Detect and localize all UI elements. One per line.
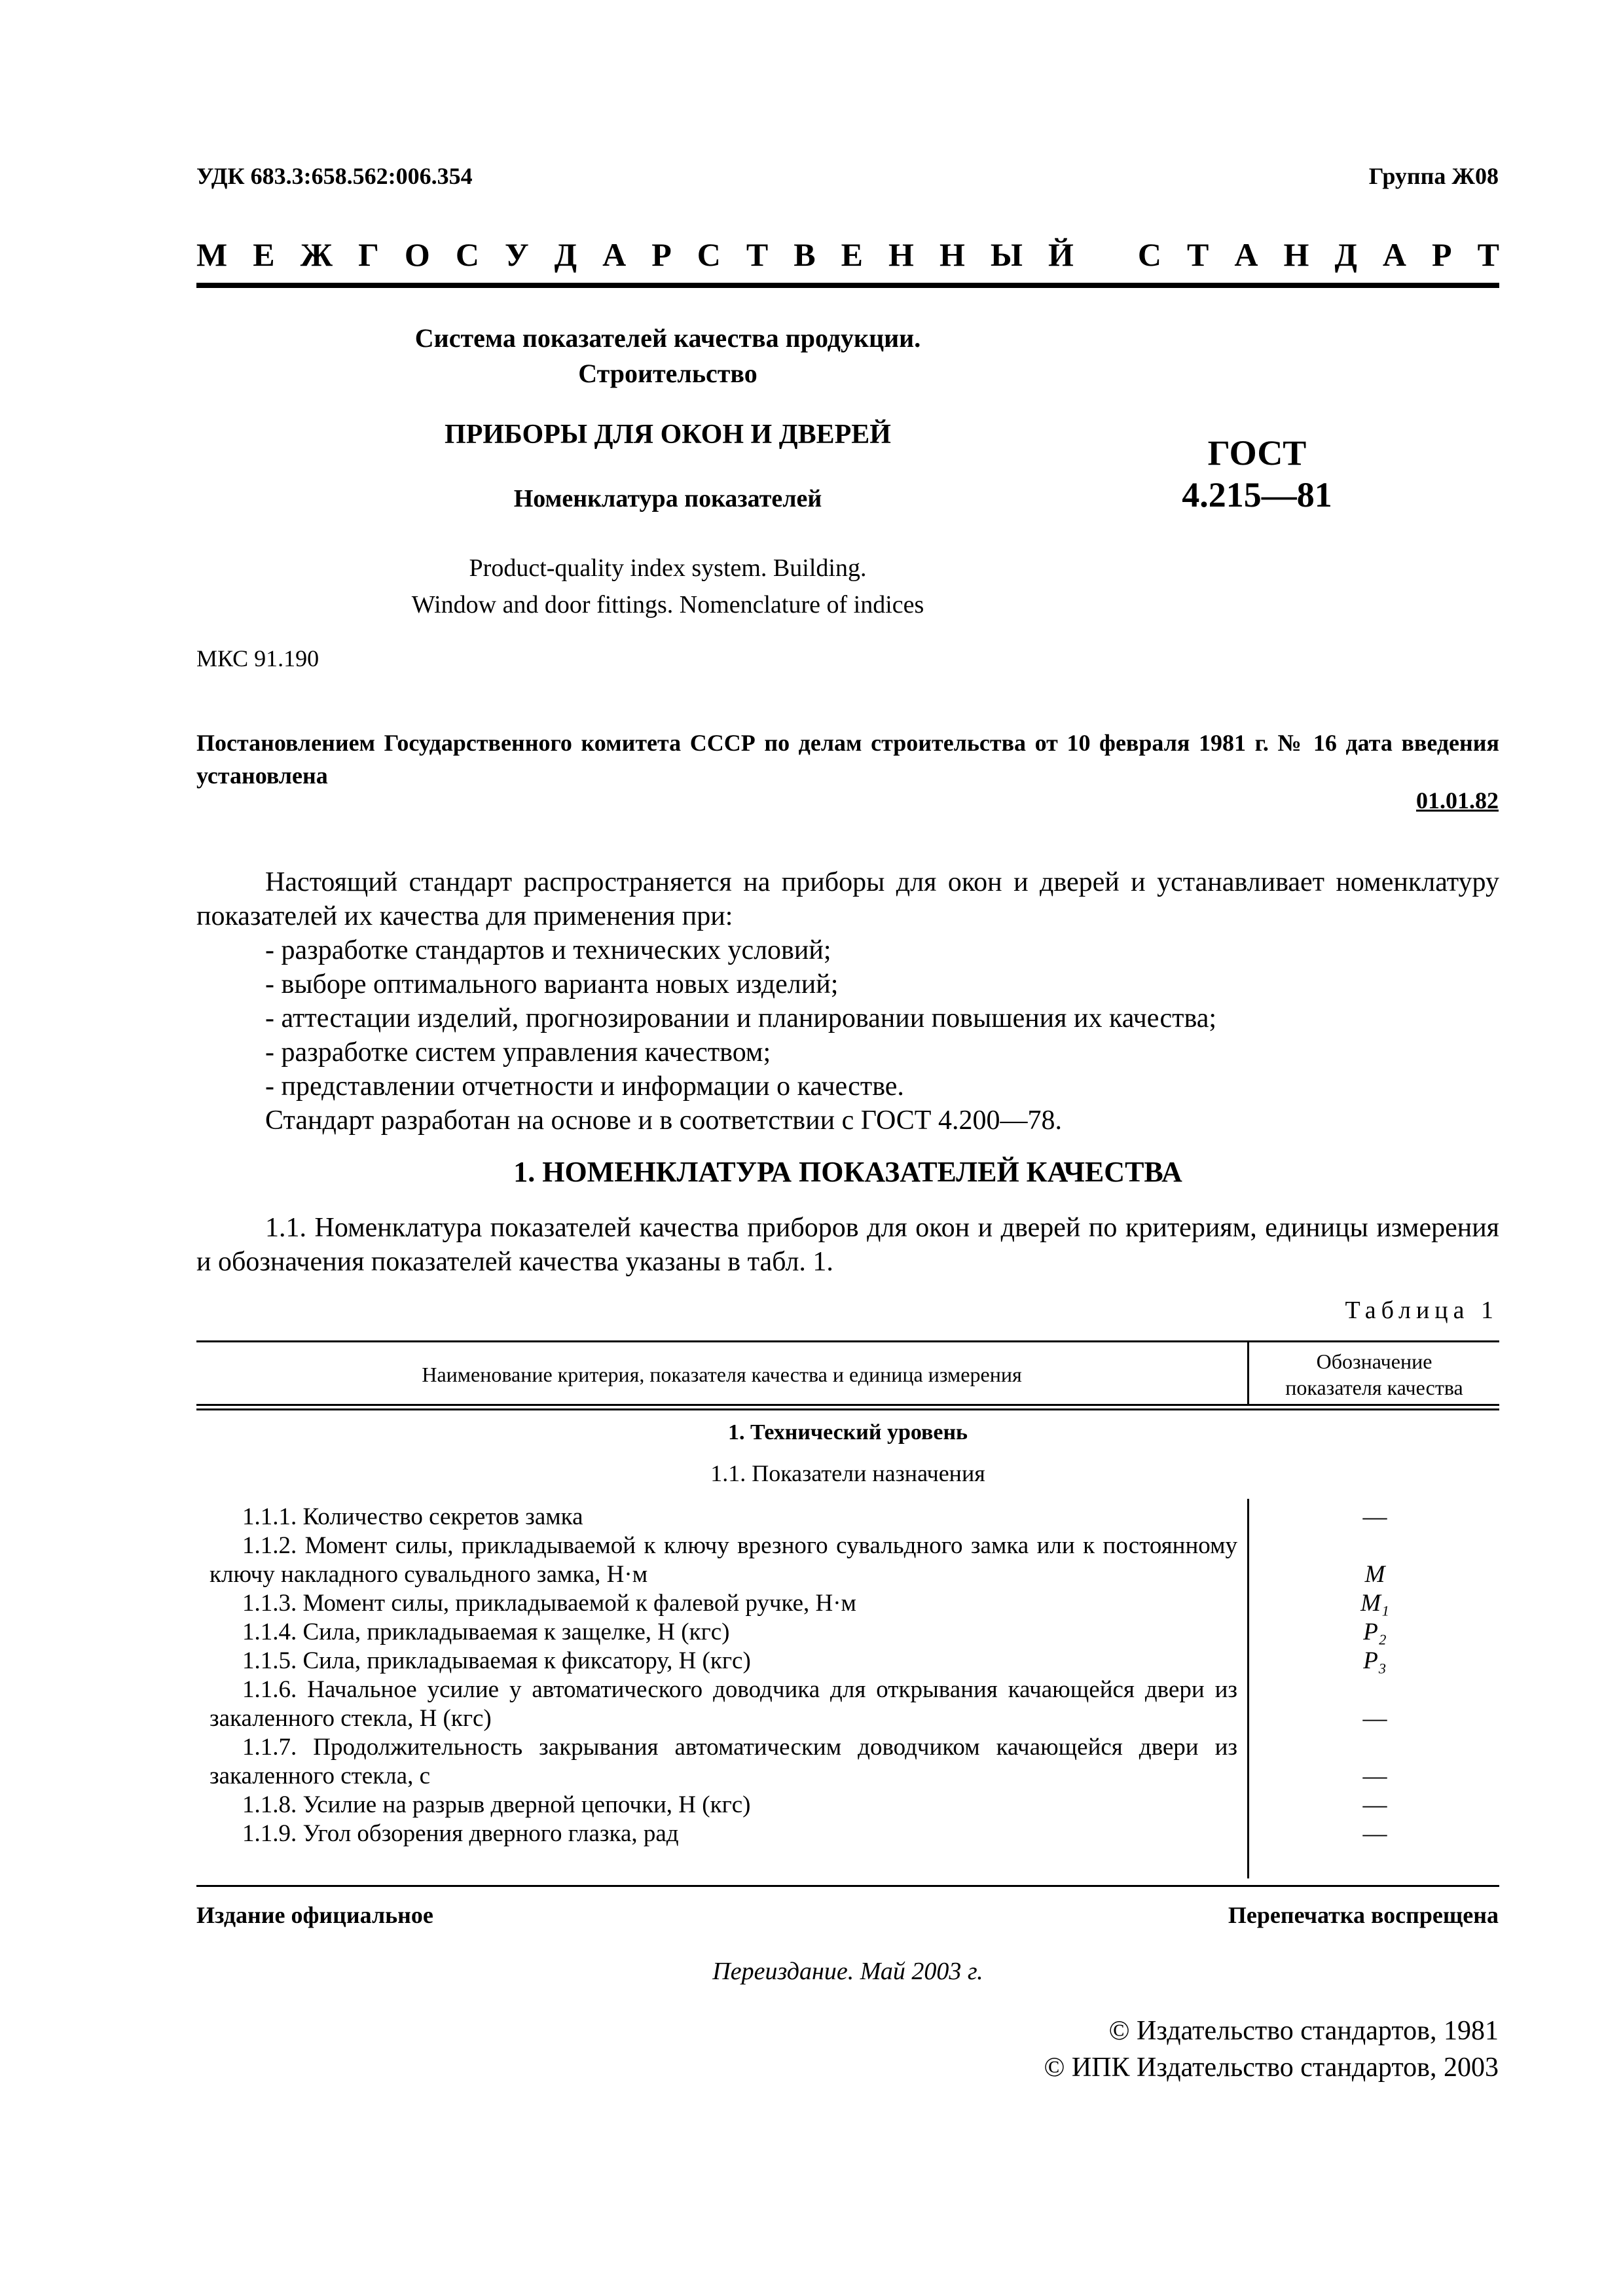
banner-letter: Н (1283, 236, 1309, 273)
table-row: 1.1.3. Момент силы, прикладываемой к фалевой ручке, Н·м (242, 1590, 856, 1617)
standard-banner (196, 236, 1499, 274)
table-row: 1.1.1. Количество секретов замка (242, 1503, 583, 1530)
effective-date: 01.01.82 (1416, 787, 1499, 814)
table-symbol: P₃ (1363, 1647, 1387, 1674)
table-header-symbol-line1: Обозначение (1316, 1350, 1432, 1373)
banner-letter: У (504, 236, 529, 273)
intro-item: - представлении отчетности и информации о качестве. (265, 1071, 904, 1102)
banner-letter: М (196, 236, 228, 273)
banner-letter: Т (1187, 236, 1209, 273)
intro-item: - выборе оптимального варианта новых изделий; (265, 969, 839, 999)
table-header-rule-1 (196, 1404, 1499, 1406)
mks-code: МКС 91.190 (196, 645, 319, 672)
banner-letter: Р (651, 236, 672, 273)
table-row: 1.1.4. Сила, прикладываемая к защелке, Н (кгс) (242, 1619, 730, 1645)
gost-code: 4.215—81 (1182, 475, 1332, 514)
group-code: Группа Ж08 (1368, 163, 1499, 189)
gost-label: ГОСТ (1207, 433, 1307, 473)
table-group-title: 1. Технический уровень (727, 1420, 968, 1444)
table-header-symbol (1249, 1345, 1499, 1404)
intro-item: - разработке стандартов и технических условий; (265, 935, 831, 965)
table-symbol: P₂ (1363, 1619, 1387, 1645)
sub-title: Номенклатура показателей (513, 485, 822, 512)
system-title (308, 321, 1028, 391)
banner-letter: С (697, 236, 721, 273)
intro-paragraph: Настоящий стандарт распространяется на приборы для окон и дверей и устанавливает номенклатуру показателей их качества для применения при: (196, 867, 1499, 931)
banner-letter: Н (888, 236, 914, 273)
table-rows (210, 1503, 1237, 1848)
banner-letter: Ы (990, 236, 1023, 273)
intro-item: - разработке систем управления качеством; (265, 1037, 771, 1067)
official-edition: Издание официальное (196, 1902, 433, 1928)
banner-letter: Д (554, 236, 577, 273)
copyright-block (1044, 2013, 1499, 2086)
table-body-divider (1247, 1499, 1249, 1878)
banner-letter: Ж (300, 236, 333, 273)
main-title: ПРИБОРЫ ДЛЯ ОКОН И ДВЕРЕЙ (445, 420, 891, 450)
intro-section (196, 865, 1499, 1138)
banner-letter: Р (1432, 236, 1452, 273)
table-symbol: — (1362, 1503, 1387, 1530)
english-title-line1: Product-quality index system. Building. (469, 554, 867, 582)
table-caption: Таблица 1 (1345, 1297, 1499, 1324)
table-row: 1.1.6. Начальное усилие у автоматического доводчика для открывания качающейся двери из закаленного стекла, Н (кгс) (210, 1676, 1237, 1732)
table-header-symbol-line2: показателя качества (1285, 1376, 1463, 1399)
banner-letter: Т (746, 236, 769, 273)
table-top-rule (196, 1340, 1499, 1342)
banner-letter: С (1137, 236, 1162, 273)
banner-rule (196, 283, 1499, 288)
banner-letter: Е (841, 236, 863, 273)
table-header-name: Наименование критерия, показателя качества и единица измерения (422, 1362, 1022, 1386)
english-title (308, 550, 1028, 623)
table-row: 1.1.8. Усилие на разрыв дверной цепочки, Н (кгс) (242, 1791, 751, 1818)
gost-number (1165, 432, 1349, 516)
table-row: 1.1.7. Продолжительность закрывания автоматическим доводчиком качающейся двери из закаленного стекла, с (210, 1734, 1237, 1789)
table-symbol: — (1362, 1791, 1387, 1818)
table-row: 1.1.5. Сила, прикладываемая к фиксатору, Н (кгс) (242, 1647, 751, 1674)
table-symbol: M (1364, 1561, 1385, 1588)
section-title: 1. НОМЕНКЛАТУРА ПОКАЗАТЕЛЕЙ КАЧЕСТВА (513, 1156, 1182, 1188)
system-title-line1: Система показателей качества продукции. (414, 323, 921, 353)
reissue-note: Переиздание. Май 2003 г. (712, 1958, 983, 1985)
table-bottom-rule (196, 1885, 1499, 1887)
banner-letter: С (455, 236, 479, 273)
section-paragraph: 1.1. Номенклатура показателей качества приборов для окон и дверей по критериям, единицы измерения и обозначения показателей качества указаны в табл. 1. (196, 1213, 1499, 1277)
banner-letter: А (1382, 236, 1406, 273)
banner-letter: Т (1477, 236, 1499, 273)
udk-code: УДК 683.3:658.562:006.354 (196, 163, 473, 189)
table-header-divider (1247, 1340, 1249, 1404)
table-subgroup-title: 1.1. Показатели назначения (710, 1460, 985, 1486)
banner-letter: Е (253, 236, 275, 273)
table-symbol: M₁ (1360, 1590, 1389, 1617)
intro-item: - аттестации изделий, прогнозировании и планировании повышения их качества; (265, 1003, 1217, 1033)
table-symbols (1250, 1503, 1499, 1848)
table-symbol: — (1362, 1763, 1387, 1789)
banner-letter: Й (1048, 236, 1074, 273)
decree-text: Постановлением Государственного комитета СССР по делам строительства от 10 февраля 1981 г. № 16 дата введения установлена (196, 730, 1499, 789)
english-title-line2: Window and door fittings. Nomenclature of indices (411, 591, 924, 619)
system-title-line2: Строительство (578, 359, 757, 388)
copyright-line: © ИПК Издательство стандартов, 2003 (1044, 2053, 1499, 2083)
banner-letter: В (793, 236, 816, 273)
table-header-rule-2 (196, 1408, 1499, 1410)
banner-letter: О (404, 236, 430, 273)
table-symbol: — (1362, 1820, 1387, 1847)
banner-letter: А (1234, 236, 1258, 273)
table-symbol: — (1362, 1705, 1387, 1732)
banner-letter: Н (939, 236, 965, 273)
banner-letter: А (602, 236, 627, 273)
table-row: 1.1.2. Момент силы, прикладываемой к ключу врезного сувальдного замка или к постоянному ключу накладного сувальдного замка, Н·м (210, 1532, 1237, 1588)
reprint-notice: Перепечатка воспрещена (1228, 1902, 1499, 1928)
banner-letter: Д (1334, 236, 1357, 273)
banner-letter: Г (358, 236, 379, 273)
copyright-line: © Издательство стандартов, 1981 (1108, 2016, 1499, 2046)
table-row: 1.1.9. Угол обзорения дверного глазка, рад (242, 1820, 679, 1847)
intro-basis: Стандарт разработан на основе и в соответствии с ГОСТ 4.200—78. (265, 1105, 1062, 1136)
